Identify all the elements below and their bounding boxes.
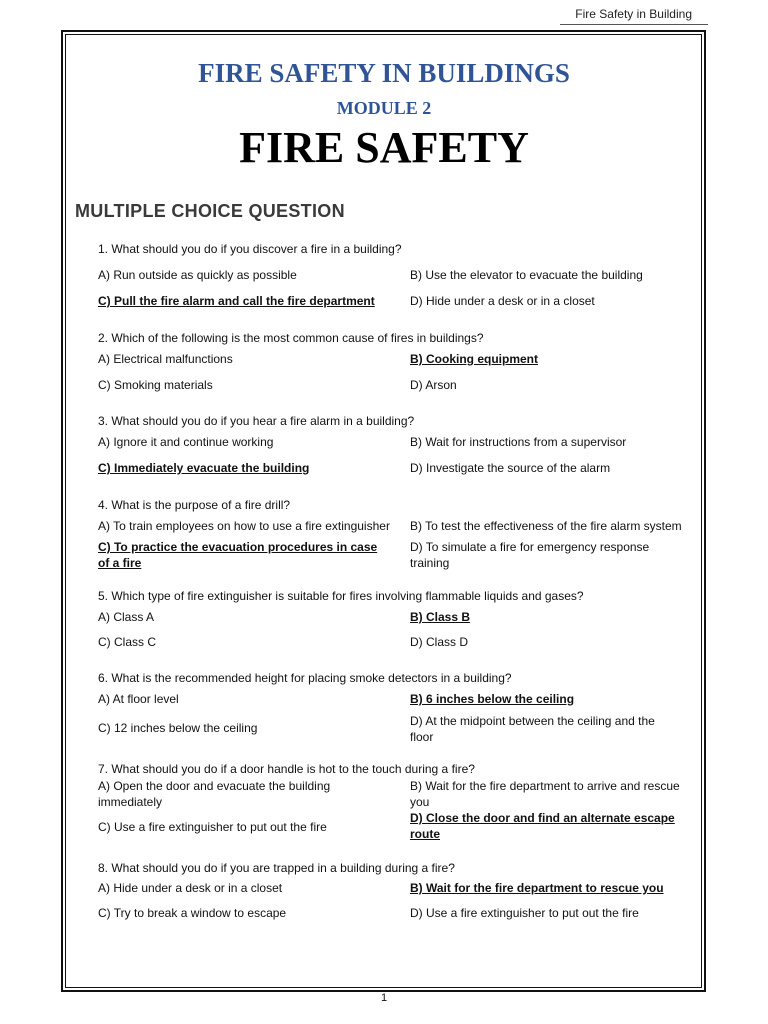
q2-option-b-correct: B) Cooking equipment bbox=[410, 352, 538, 366]
q3-option-b: B) Wait for instructions from a supervisor bbox=[410, 435, 627, 449]
q7-option-a: A) Open the door and evacuate the building immediately bbox=[98, 779, 331, 809]
q8-option-d: D) Use a fire extinguisher to put out the fire bbox=[410, 906, 639, 920]
q5-option-b-correct: B) Class B bbox=[410, 610, 471, 624]
q2-option-c: C) Smoking materials bbox=[98, 378, 213, 392]
q3-option-a: A) Ignore it and continue working bbox=[98, 435, 274, 449]
q4-option-c-correct: C) To practice the evacuation procedures in case of a fire bbox=[98, 540, 378, 570]
q8-option-a: A) Hide under a desk or in a closet bbox=[98, 881, 283, 895]
q1-option-c-correct: C) Pull the fire alarm and call the fire department bbox=[98, 294, 375, 308]
header-rule bbox=[560, 24, 708, 25]
q3-option-d: D) Investigate the source of the alarm bbox=[410, 461, 611, 475]
q6-option-d: D) At the midpoint between the ceiling and the floor bbox=[410, 714, 655, 744]
question-4: 4. What is the purpose of a fire drill? bbox=[98, 498, 291, 512]
q6-option-c: C) 12 inches below the ceiling bbox=[98, 721, 258, 735]
q2-option-d: D) Arson bbox=[410, 378, 457, 392]
running-header: Fire Safety in Building bbox=[575, 7, 692, 21]
q5-option-c: C) Class C bbox=[98, 635, 157, 649]
q8-option-b-correct: B) Wait for the fire department to rescue you bbox=[410, 881, 664, 895]
q8-option-c: C) Try to break a window to escape bbox=[98, 906, 287, 920]
q1-option-d: D) Hide under a desk or in a closet bbox=[410, 294, 595, 308]
q4-option-b: B) To test the effectiveness of the fire alarm system bbox=[410, 519, 682, 533]
q7-option-c: C) Use a fire extinguisher to put out the fire bbox=[98, 820, 327, 834]
q4-option-a: A) To train employees on how to use a fire extinguisher bbox=[98, 519, 390, 533]
q1-option-b: B) Use the elevator to evacuate the building bbox=[410, 268, 643, 282]
document-title: FIRE SAFETY IN BUILDINGS bbox=[198, 58, 570, 88]
q7-option-b: B) Wait for the fire department to arrive and rescue you bbox=[410, 779, 680, 809]
module-label: MODULE 2 bbox=[336, 98, 432, 118]
page-number: 1 bbox=[380, 992, 388, 1004]
q3-option-c-correct: C) Immediately evacuate the building bbox=[98, 461, 310, 475]
question-3: 3. What should you do if you hear a fire alarm in a building? bbox=[98, 414, 415, 428]
question-2: 2. Which of the following is the most common cause of fires in buildings? bbox=[98, 331, 484, 345]
q1-option-a: A) Run outside as quickly as possible bbox=[98, 268, 297, 282]
question-1: 1. What should you do if you discover a fire in a building? bbox=[98, 242, 402, 256]
q5-option-a: A) Class A bbox=[98, 610, 155, 624]
q5-option-d: D) Class D bbox=[410, 635, 469, 649]
q6-option-b-correct: B) 6 inches below the ceiling bbox=[410, 692, 575, 706]
q4-option-d: D) To simulate a fire for emergency response training bbox=[410, 540, 650, 570]
question-5: 5. Which type of fire extinguisher is suitable for fires involving flammable liquids and gases? bbox=[98, 589, 584, 603]
q2-option-a: A) Electrical malfunctions bbox=[98, 352, 233, 366]
question-8: 8. What should you do if you are trapped in a building during a fire? bbox=[98, 861, 455, 875]
q7-option-d-correct: D) Close the door and find an alternate escape route bbox=[410, 811, 675, 841]
section-heading: MULTIPLE CHOICE QUESTION bbox=[75, 201, 345, 221]
subject-title: FIRE SAFETY bbox=[239, 123, 529, 172]
q6-option-a: A) At floor level bbox=[98, 692, 179, 706]
question-6: 6. What is the recommended height for placing smoke detectors in a building? bbox=[98, 671, 512, 685]
question-7: 7. What should you do if a door handle is hot to the touch during a fire? bbox=[98, 762, 475, 776]
